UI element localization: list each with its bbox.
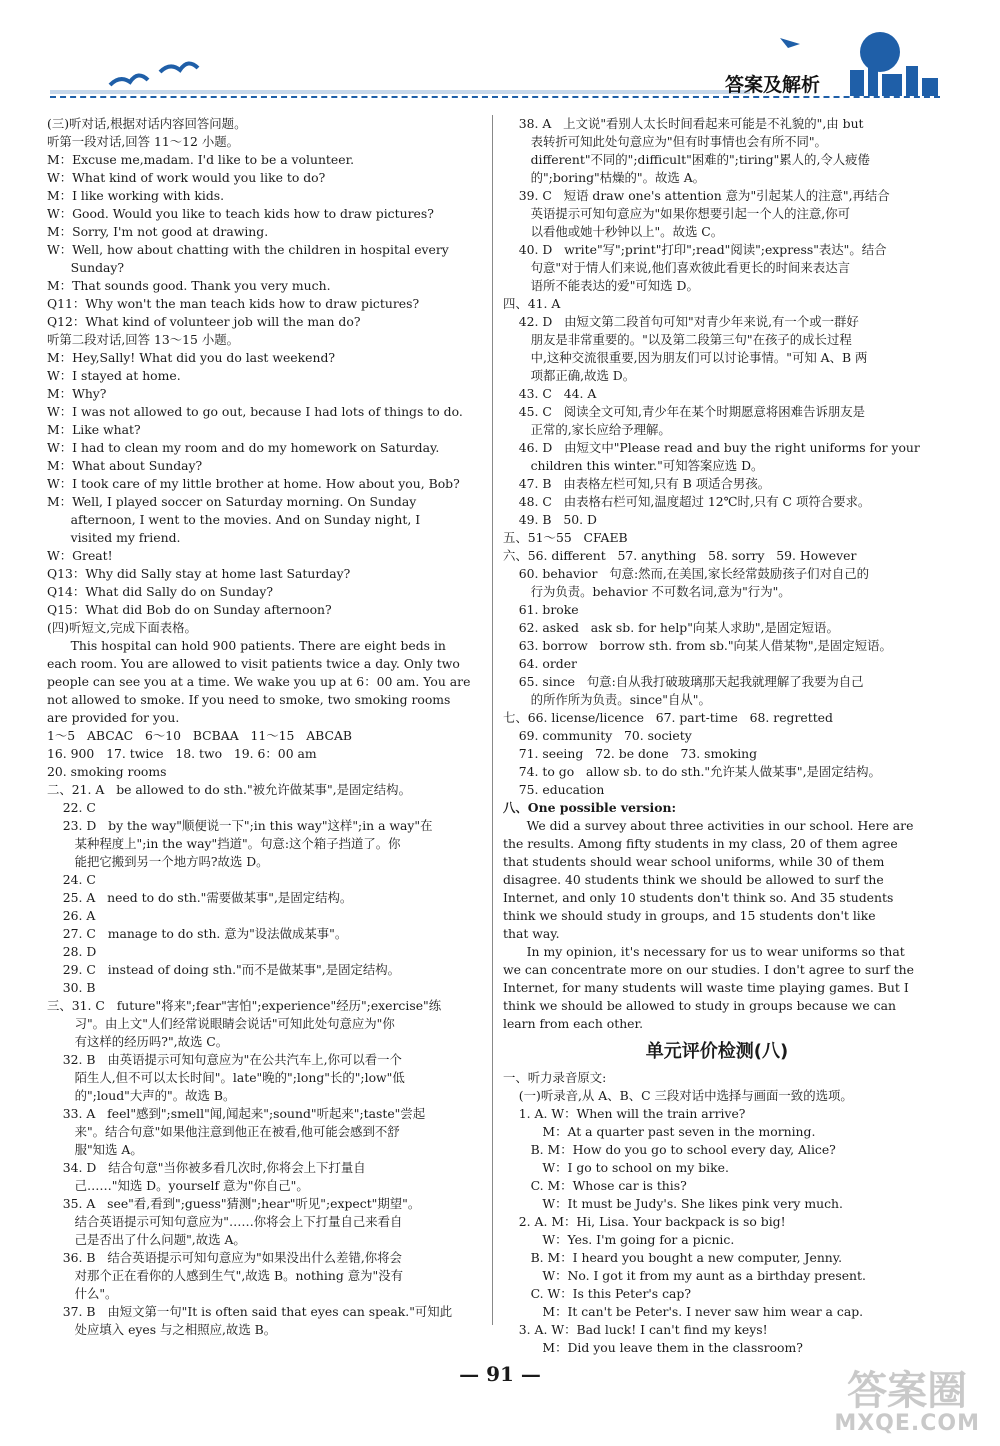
text-line: W：What kind of work would you like to do? — [47, 170, 326, 185]
text-line: 24. C — [47, 872, 96, 887]
text-line: 有这样的经历吗?",故选 C。 — [47, 1034, 229, 1049]
text-line: W：Good. Would you like to teach kids how to draw pictures? — [47, 206, 434, 221]
text-line: 英语提示可知句意应为"如果你想要引起一个人的注意,你可 — [503, 206, 850, 221]
text-line: 61. broke — [503, 602, 579, 617]
right-column-transcript — [503, 1069, 931, 1357]
text-line: 结合英语提示可知句意应为"……你将会上下打量自己来看自 — [47, 1214, 403, 1229]
text-line: 69. community 70. society — [503, 728, 692, 743]
text-line: (四)听短文,完成下面表格。 — [47, 620, 197, 635]
right-column-answers — [503, 115, 931, 1033]
watermark-url: MXQE.COM — [834, 1411, 980, 1436]
text-line: each room. You are allowed to visit patients twice a day. Only two — [47, 656, 460, 671]
text-line: 的";loud"大声的"。故选 B。 — [47, 1088, 236, 1103]
text-line: Q11：Why won't the man teach kids how to draw pictures? — [47, 296, 420, 311]
text-line: M：Well, I played soccer on Saturday morning. On Sunday — [47, 494, 417, 509]
text-line: Sunday? — [47, 260, 125, 275]
text-line: 七、66. license/licence 67. part-time 68. regretted — [503, 710, 833, 725]
text-line: M：It can't be Peter's. I never saw him wear a cap. — [503, 1304, 864, 1319]
text-line: 己是否出了什么问题",故选 A。 — [47, 1232, 246, 1247]
text-line: 20. smoking rooms — [47, 764, 167, 779]
text-line: 一、听力录音原文: — [503, 1070, 607, 1085]
text-line: 四、41. A — [503, 296, 561, 311]
text-line: different"不同的";difficult"困难的";tiring"累人的,令人疲倦 — [503, 152, 870, 167]
text-line: 48. C 由表格右栏可知,温度超过 12℃时,只有 C 项符合要求。 — [503, 494, 871, 509]
text-line: 47. B 由表格左栏可知,只有 B 项适合男孩。 — [503, 476, 771, 491]
text-line: 项都正确,故选 D。 — [503, 368, 636, 383]
text-line: M：Sorry, I'm not good at drawing. — [47, 224, 269, 239]
text-line: think we should study in groups, and 15 students don't like — [503, 908, 876, 923]
text-line: 1. A. W：When will the train arrive? — [503, 1106, 746, 1121]
text-line: 36. B 结合英语提示可知句意应为"如果没出什么差错,你将会 — [47, 1250, 402, 1265]
text-line: W：I took care of my little brother at home. How about you, Bob? — [47, 476, 460, 491]
text-line: 听第二段对话,回答 13～15 小题。 — [47, 332, 240, 347]
text-line: 表转折可知此处句意应为"但有时事情也会有所不同"。 — [503, 134, 827, 149]
text-line: that students should wear school uniforms, while 30 of them — [503, 854, 885, 869]
text-line: 40. D write"写";print"打印";read"阅读";express"表达"。结合 — [503, 242, 887, 257]
text-line: think we should be allowed to study in groups because we can — [503, 998, 896, 1013]
right-column — [503, 115, 931, 1357]
text-line: B. M：I heard you bought a new computer, Jenny. — [503, 1250, 843, 1265]
text-line: C. M：Whose car is this? — [503, 1178, 687, 1193]
text-line: 二、21. A be allowed to do sth."被允许做某事",是固定结构。 — [47, 782, 411, 797]
text-line: M：What about Sunday? — [47, 458, 203, 473]
text-line: 71. seeing 72. be done 73. smoking — [503, 746, 758, 761]
text-line: Q12：What kind of volunteer job will the man do? — [47, 314, 361, 329]
text-line: 来"。结合句意"如果他注意到他正在被看,他可能会感到不舒 — [47, 1124, 400, 1139]
text-line: This hospital can hold 900 patients. There are eight beds in — [47, 638, 446, 653]
text-line: M：I like working with kids. — [47, 188, 225, 203]
text-line: 能把它搬到另一个地方吗?故选 D。 — [47, 854, 269, 869]
text-line: 3. A. W：Bad luck! I can't find my keys! — [503, 1322, 768, 1337]
text-line: 29. C instead of doing sth."而不是做某事",是固定结构。 — [47, 962, 401, 977]
text-line: M：At a quarter past seven in the morning. — [503, 1124, 816, 1139]
text-line: M：Excuse me,madam. I'd like to be a volunteer. — [47, 152, 355, 167]
text-line: M：Why? — [47, 386, 107, 401]
text-line: 75. education — [503, 782, 605, 797]
text-line: B. M：How do you go to school every day, Alice? — [503, 1142, 836, 1157]
text-line: 习"。由上文"人们经常说眼睛会说话"可知此处句意应为"你 — [47, 1016, 395, 1031]
column-divider — [492, 115, 493, 1325]
text-line: W：I stayed at home. — [47, 368, 181, 383]
text-line: 27. C manage to do sth. 意为"设法做成某事"。 — [47, 926, 348, 941]
text-line: we can concentrate more on our studies. I don't agree to surf the — [503, 962, 914, 977]
text-line: M：Like what? — [47, 422, 141, 437]
text-line: 己……"知选 D。yourself 意为"你自己"。 — [47, 1178, 309, 1193]
text-line: Internet, and only 10 students don't think so. And 35 students — [503, 890, 894, 905]
section-title: 单元评价检测(八) — [645, 1041, 789, 1062]
text-line: 六、56. different 57. anything 58. sorry 59. However — [503, 548, 857, 563]
text-line: 35. A see"看,看到";guess"猜测";hear"听见";expect"期望"。 — [47, 1196, 421, 1211]
text-line: 行为负责。behavior 不可数名词,意为"行为"。 — [503, 584, 791, 599]
text-line: W：It must be Judy's. She likes pink very much. — [503, 1196, 843, 1211]
text-line: 60. behavior 句意:然而,在美国,家长经常鼓励孩子们对自己的 — [503, 566, 870, 581]
text-line: 句意"对于情人们来说,他们喜欢彼此看更长的时间来表达言 — [503, 260, 850, 275]
text-line: M：That sounds good. Thank you very much. — [47, 278, 331, 293]
text-line: 42. D 由短文第二段首句可知"对青少年来说,有一个或一群好 — [503, 314, 859, 329]
text-line: 什么"。 — [47, 1286, 118, 1301]
text-line: 25. A need to do sth."需要做某事",是固定结构。 — [47, 890, 353, 905]
text-line: 的";boring"枯燥的"。故选 A。 — [503, 170, 706, 185]
text-line: Q15：What did Bob do on Sunday afternoon? — [47, 602, 332, 617]
text-line: 74. to go allow sb. to do sth."允许某人做某事",是固定结构。 — [503, 764, 881, 779]
text-line: W：I go to school on my bike. — [503, 1160, 729, 1175]
text-line: 处应填入 eyes 与之相照应,故选 B。 — [47, 1322, 277, 1337]
text-line: 38. A 上文说"看别人太长时间看起来可能是不礼貌的",由 but — [503, 116, 864, 131]
text-line: 63. borrow borrow sth. from sb."向某人借某物",是固定短语。 — [503, 638, 892, 653]
text-line: 39. C 短语 draw one's attention 意为"引起某人的注意",再结合 — [503, 188, 890, 203]
header-bar — [50, 90, 750, 94]
text-line: afternoon, I went to the movies. And on Sunday night, I — [47, 512, 421, 527]
text-line: 23. D by the way"顺便说一下";in this way"这样";in a way"在 — [47, 818, 433, 833]
text-line: 正常的,家长应给予理解。 — [503, 422, 671, 437]
text-line: M：Hey,Sally! What did you do last weekend? — [47, 350, 336, 365]
text-line: 65. since 句意:自从我打破玻璃那天起我就理解了我要为自己 — [503, 674, 864, 689]
text-line: W：No. I got it from my aunt as a birthday present. — [503, 1268, 866, 1283]
text-line: 22. C — [47, 800, 96, 815]
text-line: 46. D 由短文中"Please read and buy the right uniforms for your — [503, 440, 920, 455]
text-line: 陌生人,但不可以太长时间"。late"晚的";long"长的";low"低 — [47, 1070, 405, 1085]
watermark-text: 答案圈 — [847, 1368, 968, 1414]
text-line: 的所作所为负责。since"自从"。 — [503, 692, 711, 707]
text-line: (三)听对话,根据对话内容回答问题。 — [47, 116, 247, 131]
text-line: visited my friend. — [47, 530, 181, 545]
text-line: learn from each other. — [503, 1016, 644, 1031]
text-line: 49. B 50. D — [503, 512, 597, 527]
text-line: 五、51～55 CFAEB — [503, 530, 628, 545]
text-line: 2. A. M：Hi, Lisa. Your backpack is so big! — [503, 1214, 786, 1229]
text-line: 37. B 由短文第一句"It is often said that eyes can speak."可知此 — [47, 1304, 453, 1319]
text-line: 语所不能表达的爱"可知选 D。 — [503, 278, 699, 293]
text-line: W：Well, how about chatting with the children in hospital every — [47, 242, 449, 257]
text-line: C. W：Is this Peter's cap? — [503, 1286, 691, 1301]
text-line: 三、31. C future"将来";fear"害怕";experience"经历";exercise"练 — [47, 998, 442, 1013]
page-number: — 91 — — [459, 1362, 541, 1386]
text-line: M：Did you leave them in the classroom? — [503, 1340, 803, 1355]
text-line: the results. Among fifty students in my class, 20 of them agree — [503, 836, 898, 851]
text-line: 服"知选 A。 — [47, 1142, 143, 1157]
text-line: W：Yes. I'm going for a picnic. — [503, 1232, 735, 1247]
text-line: 以看他或她十秒钟以上"。故选 C。 — [503, 224, 724, 239]
left-column — [47, 115, 482, 1339]
text-line: 62. asked ask sb. for help"向某人求助",是固定短语。 — [503, 620, 839, 635]
text-line: 26. A — [47, 908, 96, 923]
text-line: 1～5 ABCAC 6～10 BCBAA 11～15 ABCAB — [47, 728, 353, 743]
text-line: W：I had to clean my room and do my homework on Saturday. — [47, 440, 440, 455]
text-line: 34. D 结合句意"当你被多看几次时,你将会上下打量自 — [47, 1160, 366, 1175]
text-line: Q14：What did Sally do on Sunday? — [47, 584, 273, 599]
text-line: 听第一段对话,回答 11～12 小题。 — [47, 134, 240, 149]
text-line: are provided for you. — [47, 710, 180, 725]
text-line: 43. C 44. A — [503, 386, 597, 401]
header-title: 答案及解析 — [724, 74, 820, 96]
text-line: 32. B 由英语提示可知句意应为"在公共汽车上,你可以看一个 — [47, 1052, 402, 1067]
text-line: 朋友是非常重要的。"以及第二段第三句"在孩子的成长过程 — [503, 332, 852, 347]
text-line: Q13：Why did Sally stay at home last Saturday? — [47, 566, 351, 581]
text-line: 28. D — [47, 944, 97, 959]
watermark — [834, 1370, 980, 1436]
text-line: 16. 900 17. twice 18. two 19. 6：00 am — [47, 746, 317, 761]
text-line: In my opinion, it's necessary for us to wear uniforms so that — [503, 944, 905, 959]
text-line: We did a survey about three activities in our school. Here are — [503, 818, 914, 833]
text-line: not allowed to smoke. If you need to smoke, two smoking rooms — [47, 692, 451, 707]
text-line: 某种程度上";in the way"挡道"。句意:这个箱子挡道了。你 — [47, 836, 401, 851]
text-line: 对那个正在看你的人感到生气",故选 B。nothing 意为"没有 — [47, 1268, 403, 1283]
text-line: 30. B — [47, 980, 96, 995]
text-line: Internet, for many students will waste time playing games. But I — [503, 980, 909, 995]
text-line: disagree. 40 students think we should be allowed to surf the — [503, 872, 884, 887]
text-line: W：Great! — [47, 548, 113, 563]
text-line: 45. C 阅读全文可知,青少年在某个时期愿意将困难告诉朋友是 — [503, 404, 866, 419]
text-line: 33. A feel"感到";smell"闻,闻起来";sound"听起来";taste"尝起 — [47, 1106, 426, 1121]
text-line: children this winter."可知答案应选 D。 — [503, 458, 764, 473]
text-line: people can see you at a time. We wake you up at 6：00 am. You are — [47, 674, 471, 689]
text-line: (一)听录音,从 A、B、C 三段对话中选择与画面一致的选项。 — [503, 1088, 853, 1103]
text-line: that way. — [503, 926, 560, 941]
text-line: W：I was not allowed to go out, because I had lots of things to do. — [47, 404, 463, 419]
page-header — [40, 30, 940, 100]
text-line: 八、One possible version: — [503, 800, 677, 815]
text-line: 64. order — [503, 656, 577, 671]
text-line: 中,这种交流很重要,因为朋友们可以讨论事情。"可知 A、B 两 — [503, 350, 868, 365]
